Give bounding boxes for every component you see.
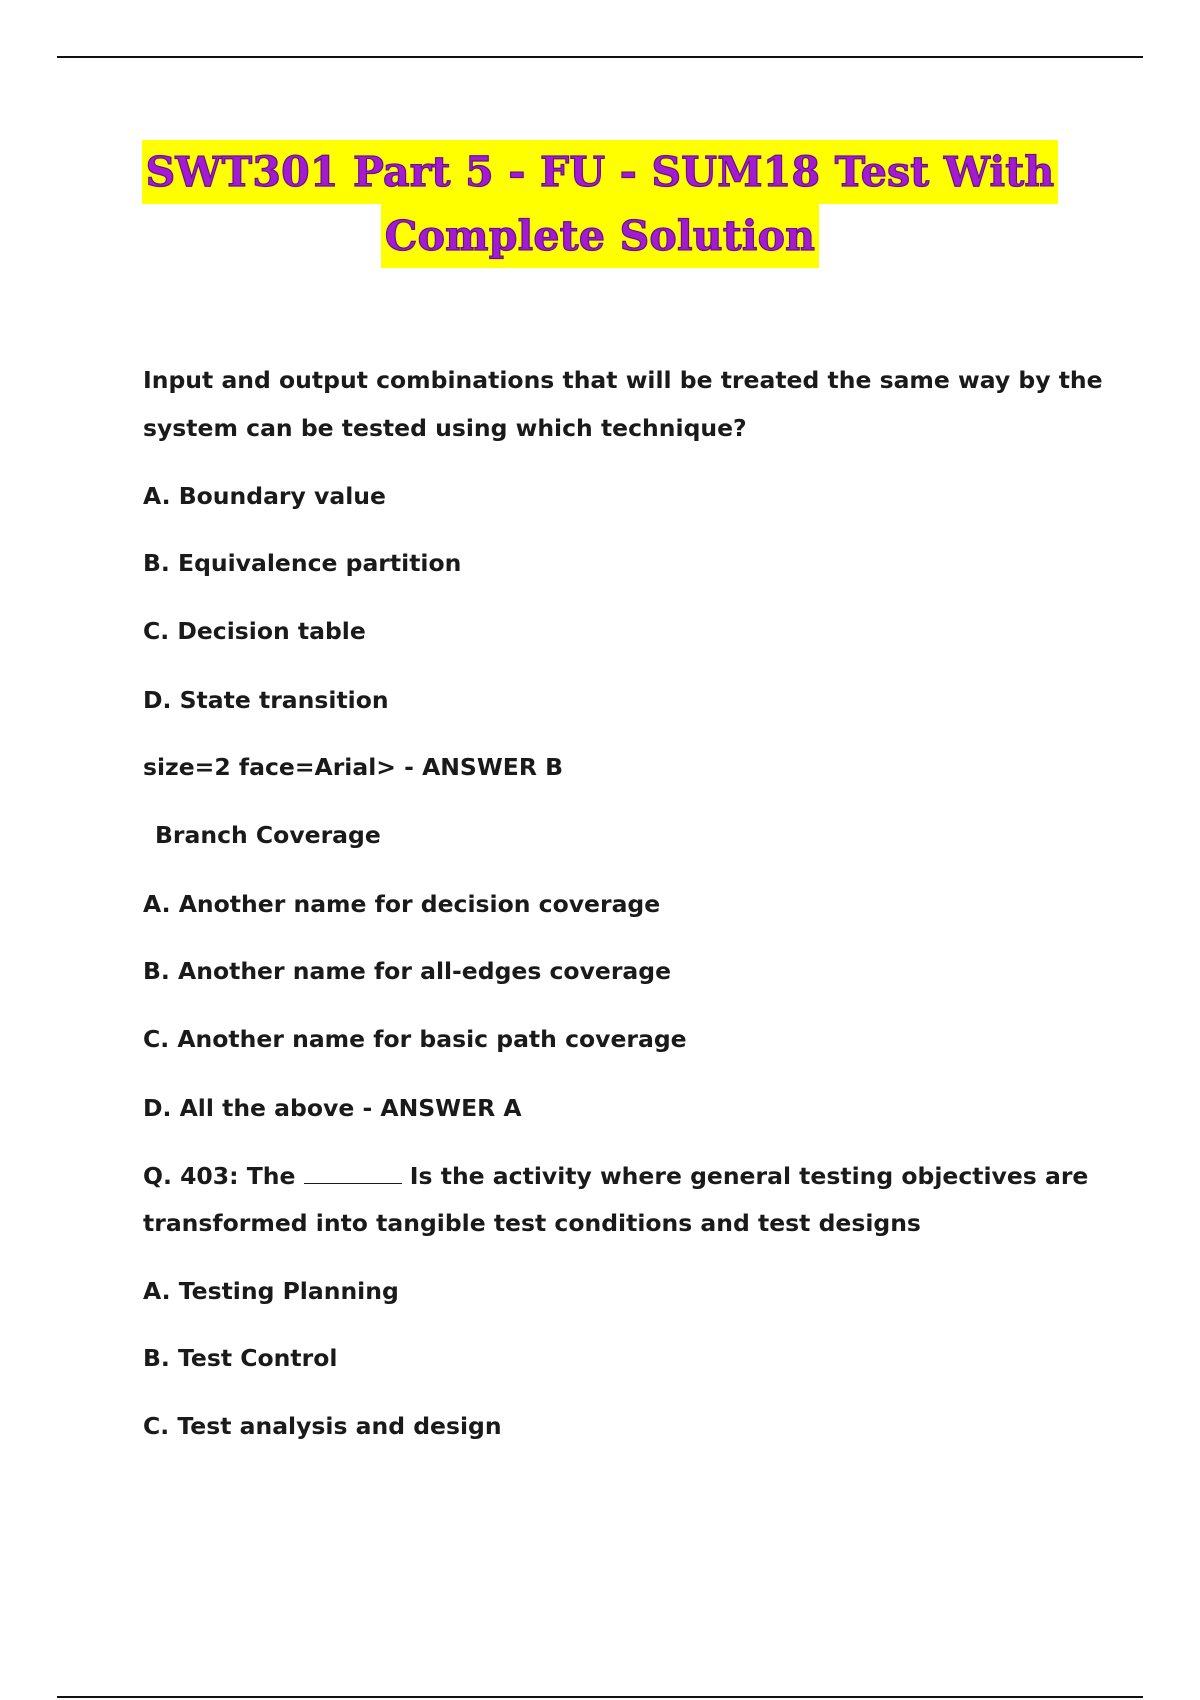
q3-option-a: A. Testing Planning <box>143 1277 399 1305</box>
document-title <box>0 140 1200 268</box>
bottom-rule <box>57 1696 1143 1698</box>
q1-option-a: A. Boundary value <box>143 482 386 510</box>
q2-option-d: D. All the above - ANSWER A <box>143 1094 522 1122</box>
q2-option-c: C. Another name for basic path coverage <box>143 1025 687 1053</box>
q3-stem-line-1 <box>143 1161 1088 1191</box>
q1-option-d: D. State transition <box>143 686 389 714</box>
q2-option-b: B. Another name for all-edges coverage <box>143 957 672 985</box>
q1-stem-line-2: system can be tested using which technique? <box>143 414 747 442</box>
q3-stem-prefix: Q. 403: The <box>143 1162 296 1190</box>
q2-option-a: A. Another name for decision coverage <box>143 890 661 918</box>
fill-in-blank <box>304 1163 402 1184</box>
q3-stem-line-2: transformed into tangible test conditions and test designs <box>143 1209 921 1237</box>
q1-option-b: B. Equivalence partition <box>143 549 462 577</box>
q1-stem-line-1: Input and output combinations that will be treated the same way by the <box>143 366 1103 394</box>
q3-option-b: B. Test Control <box>143 1344 338 1372</box>
q2-stem: Branch Coverage <box>155 821 381 849</box>
q3-stem-suffix: Is the activity where general testing objectives are <box>409 1162 1089 1190</box>
q3-option-c: C. Test analysis and design <box>143 1412 502 1440</box>
q1-answer: size=2 face=Arial> - ANSWER B <box>143 753 564 781</box>
top-rule <box>57 56 1143 58</box>
title-line-2: Complete Solution <box>381 204 819 268</box>
title-line-1: SWT301 Part 5 - FU - SUM18 Test With <box>142 140 1059 204</box>
q1-option-c: C. Decision table <box>143 617 366 645</box>
